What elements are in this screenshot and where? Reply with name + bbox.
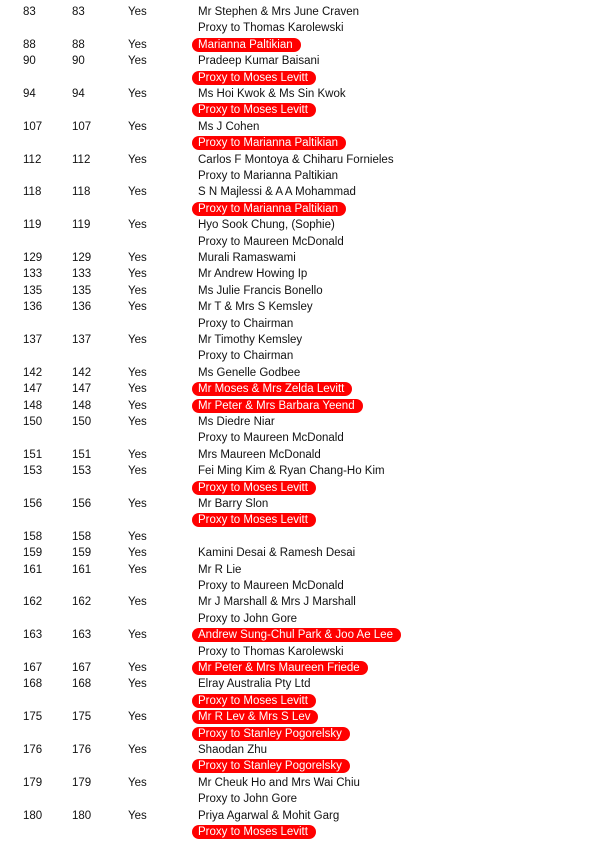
member-number-cell: 112 [72,153,91,166]
row-number-cell: 168 [23,678,43,691]
table-row [0,808,616,824]
row-number-cell: 129 [23,252,43,264]
member-number-cell: 162 [72,596,92,609]
name-text: Proxy to Maureen McDonald [198,432,344,445]
table-row [0,184,616,200]
name-cell [198,184,356,200]
name-text: Proxy to Moses Levitt [198,104,308,117]
name-text: Proxy to Moses Levitt [198,71,308,84]
table-row [0,644,616,660]
table-row [0,414,616,430]
table-row [0,250,616,266]
member-number-cell: 107 [72,120,92,133]
name-cell [198,414,275,430]
name-text: Proxy to Thomas Karolewski [198,645,344,658]
name-text: Mr R Lev & Mrs S Lev [198,711,311,724]
row-number-cell: 83 [23,6,36,18]
table-row [0,627,616,643]
name-cell [198,545,355,561]
name-cell [198,86,346,102]
table-row [0,102,616,118]
member-number-cell: 148 [72,399,92,412]
name-cell [198,611,297,627]
name-text: Mr Peter & Mrs Maureen Friede [198,662,360,674]
row-number-cell: 176 [23,744,43,756]
name-text: Proxy to Thomas Karolewski [198,22,344,35]
member-number-cell: 161 [72,563,92,576]
member-number-cell: 83 [72,6,85,18]
vote-cell: Yes [128,448,147,461]
name-text: Proxy to John Gore [198,793,298,806]
row-number-cell: 119 [23,219,42,232]
table-row [0,742,616,758]
member-number-cell: 90 [72,55,85,68]
vote-cell: Yes [128,88,147,100]
name-cell [198,135,338,151]
member-number-cell: 176 [72,744,92,756]
row-number-cell: 150 [23,416,43,428]
name-text: Proxy to Maureen McDonald [198,580,344,592]
vote-cell: Yes [128,55,147,68]
row-number-cell: 133 [23,268,43,281]
row-number-cell: 179 [23,776,43,789]
name-text: Hyo Sook Chung, (Sophie) [198,219,335,232]
vote-cell: Yes [128,186,147,199]
name-cell [198,299,313,315]
name-text: Priya Agarwal & Mohit Garg [198,809,340,822]
name-cell [198,348,293,364]
name-cell [198,775,360,791]
name-cell [198,742,267,758]
name-cell [198,480,308,496]
member-number-cell: 136 [72,301,92,314]
name-text: Mr Cheuk Ho and Mrs Wai Chiu [198,776,360,789]
name-text: Proxy to Marianna Paltikian [198,170,338,182]
vote-cell: Yes [128,498,147,510]
table-row [0,299,616,315]
name-cell [198,37,293,53]
table-row [0,430,616,446]
name-cell [198,332,302,348]
name-text: Proxy to Moses Levitt [198,481,308,494]
vote-cell: Yes [128,219,147,232]
name-text: Marianna Paltikian [198,38,293,51]
table-row [0,37,616,53]
table-row [0,496,616,512]
table-row [0,529,616,545]
member-number-cell: 180 [72,809,92,822]
name-text: Proxy to Chairman [198,350,294,363]
name-cell [198,644,344,660]
member-number-cell: 142 [72,366,92,379]
name-cell [198,660,360,676]
vote-cell: Yes [128,678,147,691]
vote-cell: Yes [128,596,147,609]
vote-cell: Yes [128,744,147,756]
name-cell [198,102,308,118]
name-cell [198,53,319,69]
row-number-cell: 163 [23,629,43,642]
table-row [0,381,616,397]
table-row [0,217,616,233]
vote-cell: Yes [128,334,147,346]
name-text: Ms J Cohen [198,120,260,133]
row-number-cell: 88 [23,38,36,51]
name-text: Proxy to John Gore [198,612,298,625]
row-number-cell: 135 [23,284,43,297]
member-number-cell: 137 [72,334,92,346]
member-number-cell: 151 [72,448,92,461]
member-number-cell: 153 [72,465,92,478]
row-number-cell: 112 [23,153,42,166]
table-row [0,86,616,102]
row-number-cell: 148 [23,399,43,412]
vote-cell: Yes [128,547,147,560]
name-text: Fei Ming Kim & Ryan Chang-Ho Kim [198,465,385,478]
name-text: S N Majlessi & A A Mohammad [198,186,356,199]
vote-cell: Yes [128,383,147,396]
name-text: Murali Ramaswami [198,252,296,264]
name-text: Mr J Marshall & Mrs J Marshall [198,596,356,609]
member-number-cell: 175 [72,711,92,724]
name-text: Proxy to Moses Levitt [198,694,308,707]
name-cell [198,316,293,332]
vote-cell: Yes [128,662,147,674]
table-row [0,283,616,299]
name-text: Shaodan Zhu [198,744,268,756]
table-row [0,234,616,250]
row-number-cell: 142 [23,366,43,379]
table-row [0,676,616,692]
name-cell [198,234,344,250]
member-number-cell: 118 [72,186,91,199]
name-text: Mr Andrew Howing Ip [198,268,308,281]
name-cell [198,119,259,135]
name-cell [198,791,297,807]
name-text: Mr Stephen & Mrs June Craven [198,6,360,18]
name-text: Proxy to Moses Levitt [198,826,308,838]
name-cell [198,398,355,414]
table-row [0,512,616,528]
row-number-cell: 151 [23,448,43,461]
name-cell [198,594,356,610]
name-cell [198,365,300,381]
row-number-cell: 136 [23,301,43,314]
table-row [0,775,616,791]
name-text: Andrew Sung-Chul Park & Joo Ae Lee [198,629,393,642]
row-number-cell: 156 [23,498,43,510]
table-row [0,824,616,840]
table-row [0,693,616,709]
member-number-cell: 167 [72,662,92,674]
name-text: Proxy to Chairman [198,317,294,330]
member-number-cell: 179 [72,776,92,789]
member-number-cell: 168 [72,678,92,691]
vote-cell: Yes [128,711,147,724]
row-number-cell: 175 [23,711,43,724]
row-number-cell: 180 [23,809,43,822]
name-text: Mr Barry Slon [198,498,269,510]
table-row [0,53,616,69]
vote-cell: Yes [128,416,147,428]
name-cell [198,4,359,20]
member-number-cell: 147 [72,383,92,396]
name-text: Mrs Maureen McDonald [198,448,321,461]
name-cell [198,168,338,184]
vote-cell: Yes [128,776,147,789]
table-row [0,758,616,774]
member-number-cell: 135 [72,284,92,297]
name-cell [198,758,342,774]
name-cell [198,496,268,512]
row-number-cell: 94 [23,88,36,100]
member-number-cell: 88 [72,38,85,51]
table-row [0,332,616,348]
vote-cell: Yes [128,530,147,543]
member-number-cell: 163 [72,629,92,642]
table-row [0,348,616,364]
member-number-cell: 94 [72,88,85,100]
name-cell [198,430,344,446]
name-cell [198,709,310,725]
vote-cell: Yes [128,284,147,297]
name-cell [198,676,311,692]
name-text: Carlos F Montoya & Chiharu Fornieles [198,153,394,166]
name-text: Mr Moses & Mrs Zelda Levitt [198,383,345,396]
name-cell [198,283,323,299]
row-number-cell: 167 [23,662,43,674]
row-number-cell: 90 [23,55,36,68]
table-row [0,70,616,86]
member-number-cell: 159 [72,547,92,560]
name-cell [198,250,296,266]
name-cell [198,463,385,479]
name-text: Proxy to Moses Levitt [198,514,308,527]
table-row [0,152,616,168]
vote-cell: Yes [128,301,147,314]
table-row [0,709,616,725]
member-number-cell: 150 [72,416,92,428]
name-cell [198,70,308,86]
member-number-cell: 158 [72,530,92,543]
name-cell [198,447,321,463]
vote-cell: Yes [128,120,147,133]
row-number-cell: 161 [23,563,43,576]
table-row [0,480,616,496]
vote-cell: Yes [128,252,147,264]
name-text: Proxy to Marianna Paltikian [198,137,338,150]
name-text: Mr R Lie [198,563,242,576]
table-row [0,791,616,807]
name-text: Proxy to Marianna Paltikian [198,202,338,215]
table-row [0,611,616,627]
row-number-cell: 159 [23,547,43,560]
name-cell [198,217,335,233]
table-row [0,316,616,332]
table-row [0,4,616,20]
name-cell [198,381,344,397]
member-number-cell: 133 [72,268,92,281]
name-cell [198,512,308,528]
vote-cell: Yes [128,366,147,379]
name-text: Proxy to Stanley Pogorelsky [198,760,342,773]
name-text: Pradeep Kumar Baisani [198,55,320,68]
table-row [0,135,616,151]
name-text: Ms Julie Francis Bonello [198,284,323,297]
name-cell [198,808,339,824]
table-row [0,545,616,561]
vote-cell: Yes [128,465,147,478]
name-cell [198,824,308,840]
vote-cell: Yes [128,6,147,18]
row-number-cell: 107 [23,120,43,133]
table-row [0,119,616,135]
name-text: Kamini Desai & Ramesh Desai [198,547,356,560]
vote-cell: Yes [128,563,147,576]
table-row [0,726,616,742]
table-row [0,447,616,463]
member-number-cell: 129 [72,252,92,264]
name-cell [198,152,394,168]
name-text: Proxy to Stanley Pogorelsky [198,727,342,740]
vote-cell: Yes [128,268,147,281]
name-cell [198,20,344,36]
name-text: Ms Hoi Kwok & Ms Sin Kwok [198,88,346,100]
table-row [0,266,616,282]
name-cell [198,726,342,742]
vote-cell: Yes [128,809,147,822]
name-text: Proxy to Maureen McDonald [198,235,344,248]
name-text: Mr Peter & Mrs Barbara Yeend [198,399,355,412]
row-number-cell: 153 [23,465,43,478]
name-text: Elray Australia Pty Ltd [198,678,311,691]
row-number-cell: 162 [23,596,43,609]
row-number-cell: 147 [23,383,43,396]
table-row [0,398,616,414]
table-row [0,168,616,184]
table-row [0,594,616,610]
row-number-cell: 137 [23,334,43,346]
name-cell [198,627,393,643]
vote-cell: Yes [128,38,147,51]
table-row [0,365,616,381]
name-cell [198,266,307,282]
name-cell [198,201,338,217]
table-row [0,562,616,578]
table-row [0,578,616,594]
member-number-cell: 156 [72,498,92,510]
vote-cell: Yes [128,629,147,642]
table-row [0,201,616,217]
member-number-cell: 119 [72,219,91,232]
name-cell [198,562,241,578]
row-number-cell: 158 [23,530,43,543]
vote-cell: Yes [128,153,147,166]
row-number-cell: 118 [23,186,42,199]
name-text: Ms Diedre Niar [198,416,275,428]
name-cell [198,578,344,594]
name-cell [198,693,308,709]
name-text: Mr T & Mrs S Kemsley [198,301,313,314]
vote-cell: Yes [128,399,147,412]
table-row [0,660,616,676]
table-row [0,20,616,36]
name-text: Mr Timothy Kemsley [198,334,303,346]
table-row [0,463,616,479]
name-text: Ms Genelle Godbee [198,366,301,379]
